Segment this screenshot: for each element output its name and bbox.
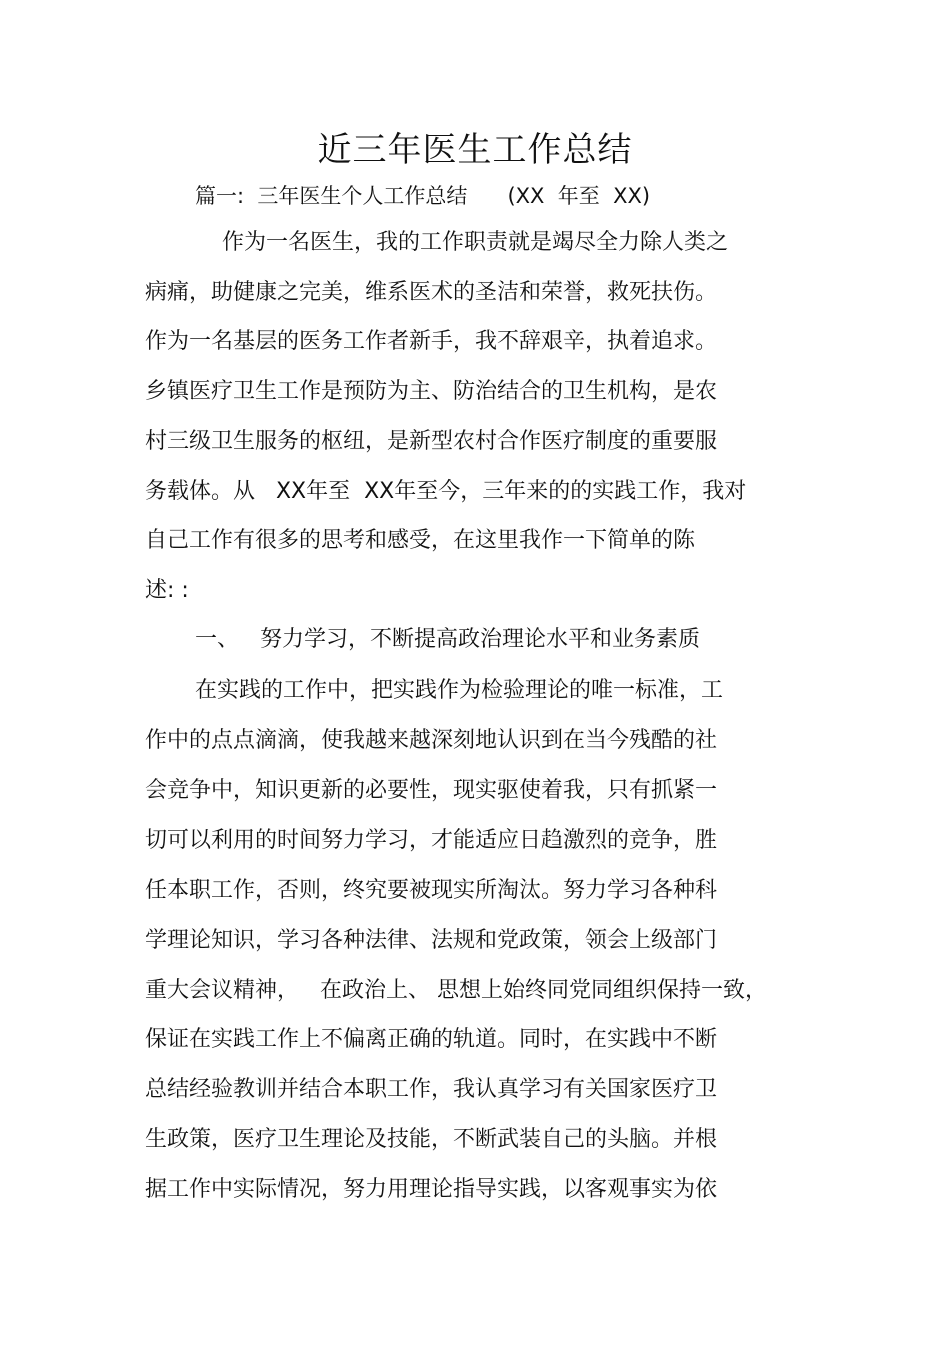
body-line: 务载体。从 XX年至 XX年至今，三年来的的实践工作，我对: [145, 479, 747, 504]
body-line: 村三级卫生服务的枢纽，是新型农村合作医疗制度的重要服: [145, 429, 718, 454]
body-line: 述: :: [145, 578, 189, 603]
body-line: 切可以利用的时间努力学习，才能适应日趋激烈的竞争，胜: [145, 828, 718, 853]
body-line: 乡镇医疗卫生工作是预防为主、防治结合的卫生机构，是农: [145, 379, 718, 404]
body-line: 会竞争中，知识更新的必要性，现实驱使着我，只有抓紧一: [145, 778, 718, 803]
body-line: 自己工作有很多的思考和感受，在这里我作一下简单的陈: [145, 528, 696, 553]
section-heading: 一、 努力学习，不断提高政治理论水平和业务素质: [195, 627, 700, 652]
body-line: 保证在实践工作上不偏离正确的轨道。同时，在实践中不断: [145, 1027, 718, 1052]
body-line: 病痛，助健康之完美，维系医术的圣洁和荣誉，救死扶伤。: [145, 280, 718, 305]
body-line: 在实践的工作中，把实践作为检验理论的唯一标准，工: [195, 678, 724, 703]
document-title: 近三年医生工作总结: [317, 130, 633, 170]
body-line: 重大会议精神， 在政治上、 思想上始终同党同组织保持一致，: [145, 978, 767, 1003]
document-subtitle: 篇一: 三年医生个人工作总结 (XX 年至 XX): [195, 184, 651, 208]
body-line: 总结经验教训并结合本职工作，我认真学习有关国家医疗卫: [145, 1077, 718, 1102]
body-line: 生政策，医疗卫生理论及技能，不断武装自己的头脑。并根: [145, 1127, 718, 1152]
body-line: 任本职工作，否则，终究要被现实所淘汰。努力学习各种科: [145, 878, 718, 903]
body-line: 作为一名医生，我的工作职责就是竭尽全力除人类之: [222, 230, 729, 255]
body-line: 学理论知识，学习各种法律、法规和党政策，领会上级部门: [145, 928, 718, 953]
body-line: 作中的点点滴滴，使我越来越深刻地认识到在当今残酷的社: [145, 728, 718, 753]
body-line: 据工作中实际情况，努力用理论指导实践，以客观事实为依: [145, 1177, 718, 1202]
body-line: 作为一名基层的医务工作者新手，我不辞艰辛，执着追求。: [145, 329, 718, 354]
